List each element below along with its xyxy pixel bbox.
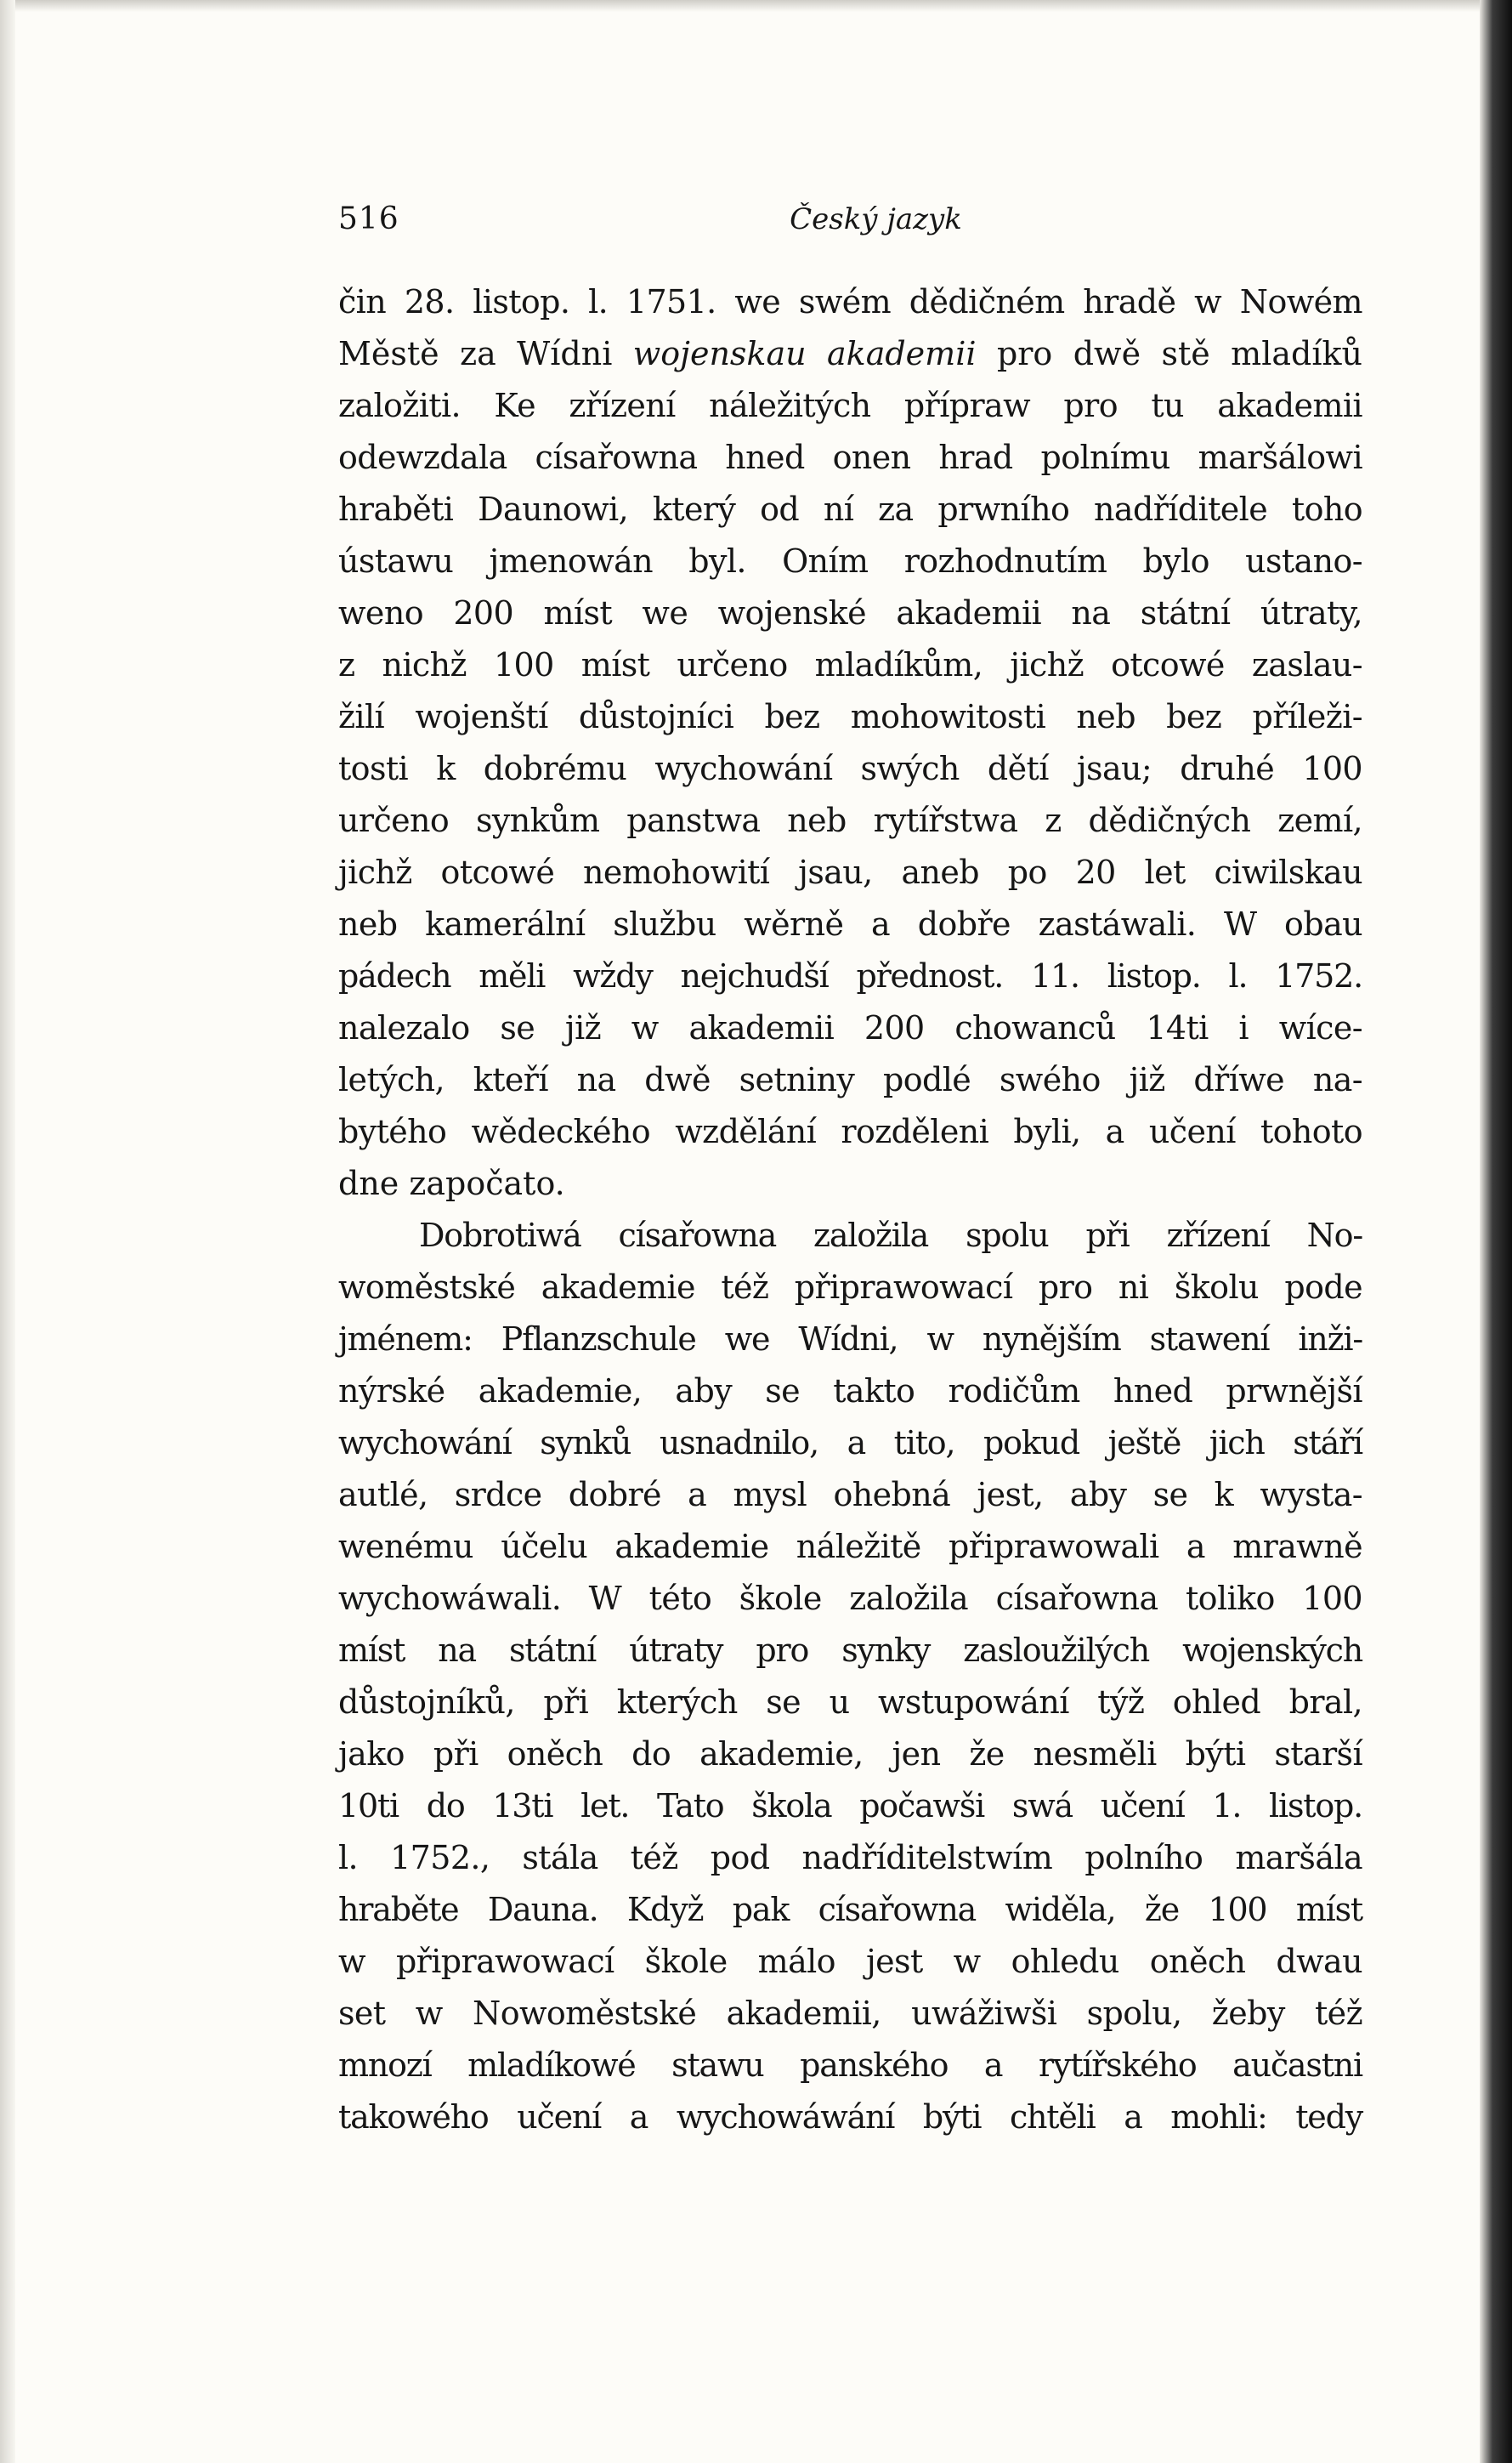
text-line: l. 1752., stála též pod nadříditelstwím polního maršála — [338, 1839, 1362, 1876]
page-number: 516 — [338, 201, 399, 236]
text-line — [338, 328, 1362, 380]
text-line: mnozí mladíkowé stawu panského a rytířského aučastni — [338, 2046, 1362, 2084]
text-line: neb kamerální službu wěrně a dobře zastáwali. W obau — [338, 905, 1362, 943]
text-segment: pro dwě stě mladíků — [996, 335, 1362, 372]
emphasis-text: wojenskau akademii — [632, 335, 977, 372]
text-line: wenému účelu akademie náležitě připrawowali a mrawně — [338, 1528, 1362, 1565]
text-segment: Městě za Wídni — [338, 335, 613, 372]
running-head: Český jazyk — [790, 202, 962, 236]
text-line: ústawu jmenowán byl. Oním rozhodnutím bylo ustano- — [338, 542, 1362, 580]
text-line: jménem: Pflanzschule we Wídni, w nynějším stawení inži- — [338, 1320, 1362, 1358]
text-line: takowého učení a wychowáwání býti chtěli a mohli: tedy — [338, 2098, 1362, 2136]
text-line: tosti k dobrému wychowání swých dětí jsau; druhé 100 — [338, 750, 1362, 787]
text-line: odewzdala císařowna hned onen hrad polnímu maršálowi — [338, 439, 1362, 476]
text-line: autlé, srdce dobré a mysl ohebná jest, aby se k wysta- — [338, 1476, 1362, 1513]
text-line: 10ti do 13ti let. Tato škola počawši swá učení 1. listop. — [338, 1787, 1362, 1825]
text-line: Dobrotiwá císařowna založila spolu při zřízení No- — [419, 1217, 1362, 1254]
text-line: míst na státní útraty pro synky zasloužilých wojenských — [338, 1632, 1362, 1669]
text-line: určeno synkům panstwa neb rytířstwa z dědičných zemí, — [338, 802, 1362, 839]
scan-edge-left — [0, 0, 15, 2463]
text-line: nalezalo se již w akademii 200 chowanců 14ti i wíce- — [338, 1009, 1362, 1047]
text-line: hraběti Daunowi, který od ní za prwního nadříditele toho — [338, 491, 1362, 528]
text-line: žilí wojenští důstojníci bez mohowitosti neb bez příleži- — [338, 698, 1362, 735]
text-line: nýrské akademie, aby se takto rodičům hned prwnější — [338, 1372, 1362, 1410]
text-line: založiti. Ke zřízení náležitých přípraw pro tu akademii — [338, 387, 1362, 424]
text-line: důstojníků, při kterých se u wstupowání týž ohled bral, — [338, 1683, 1362, 1721]
text-line: w připrawowací škole málo jest w ohledu oněch dwau — [338, 1943, 1362, 1980]
scan-edge-right — [1480, 0, 1512, 2463]
text-line: set w Nowoměstské akademii, uwážiwši spolu, žeby též — [338, 1995, 1362, 2032]
text-line: hraběte Dauna. Když pak císařowna widěla, že 100 míst — [338, 1891, 1362, 1928]
text-line: jichž otcowé nemohowití jsau, aneb po 20 let ciwilskau — [338, 854, 1362, 891]
text-line: wychowáwali. W této škole založila císařowna toliko 100 — [338, 1580, 1362, 1617]
text-line: dne započato. — [338, 1165, 565, 1202]
text-line: z nichž 100 míst určeno mladíkům, jichž otcowé zaslau- — [338, 646, 1362, 684]
text-line: bytého wědeckého wzdělání rozděleni byli, a učení tohoto — [338, 1113, 1362, 1150]
text-line: weno 200 míst we wojenské akademii na státní útraty, — [338, 594, 1362, 632]
text-line: letých, kteří na dwě setniny podlé swého již dříwe na- — [338, 1061, 1362, 1098]
text-line: jako při oněch do akademie, jen že nesměli býti starší — [338, 1735, 1362, 1773]
text-line: pádech měli wždy nejchudší přednost. 11. listop. l. 1752. — [338, 957, 1362, 995]
text-line: woměstské akademie též připrawowací pro ni školu pode — [338, 1268, 1362, 1306]
page-header — [338, 194, 1362, 245]
body-text — [338, 276, 1362, 2143]
text-line: čin 28. listop. l. 1751. we swém dědičném hradě w Nowém — [338, 283, 1362, 321]
text-line: wychowání synků usnadnilo, a tito, pokud ještě jich stáří — [338, 1424, 1362, 1461]
scan-edge-top — [0, 0, 1480, 12]
